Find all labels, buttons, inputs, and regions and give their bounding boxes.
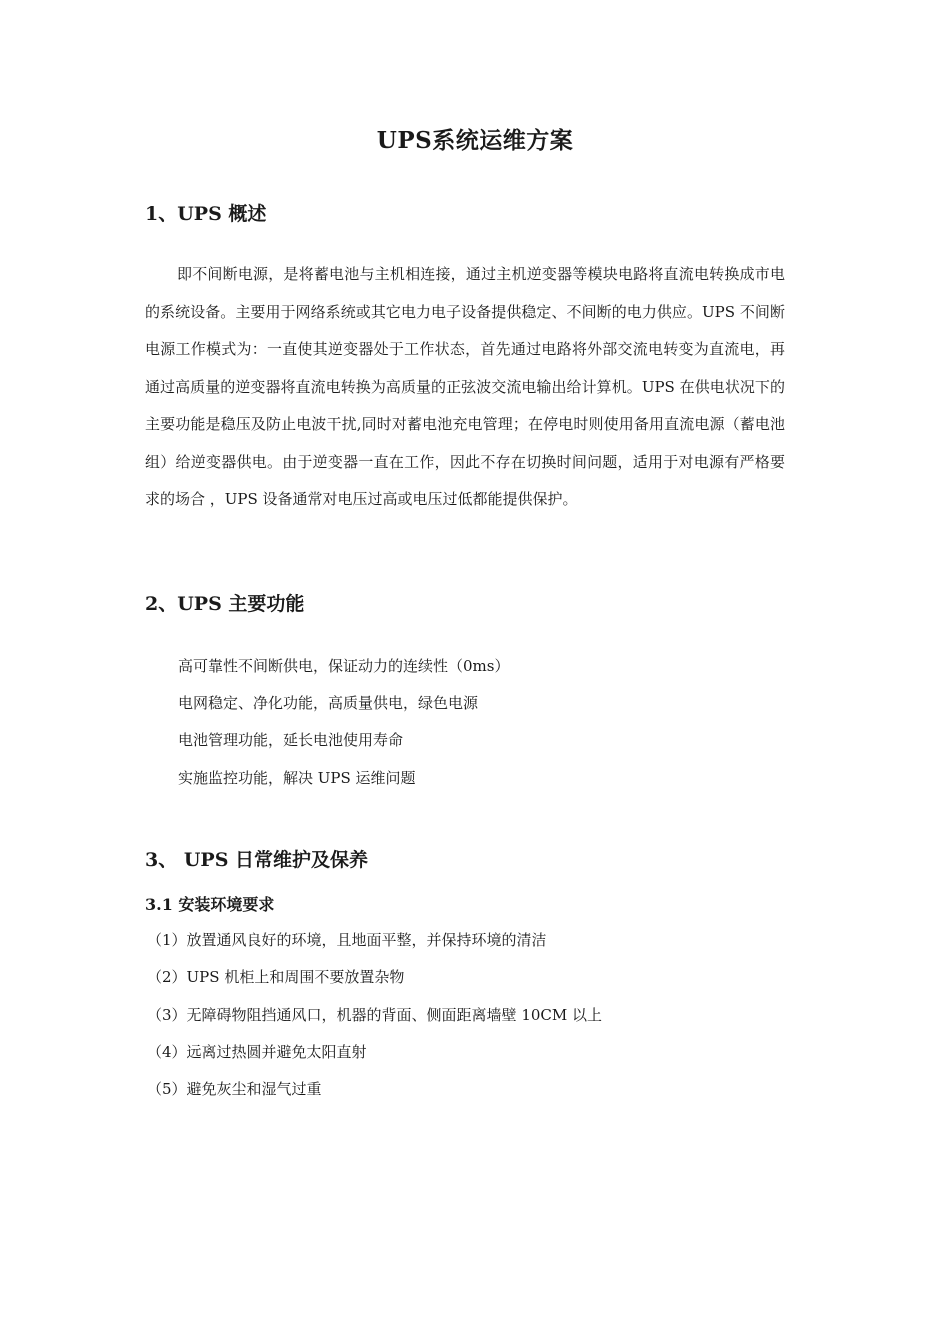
document-title: UPS系统运维方案: [376, 127, 574, 154]
function-item: 实施监控功能，解决 UPS 运维问题: [178, 769, 416, 787]
requirement-item: （4）远离过热圆并避免太阳直射: [147, 1043, 367, 1061]
section-3-heading: 3、 UPS 日常维护及保养: [145, 849, 369, 871]
section-1-paragraph: 即不间断电源，是将蓄电池与主机相连接，通过主机逆变器等模块电路将直流电转换成市电的系统设备。主要用于网络系统或其它电力电子设备提供稳定、不间断的电力供应。UPS 不间断电源工作模式为：一直使其逆变器处于工作状态，首先通过电路将外部交流电转变为直流电，再通过高质量的逆变器将直流电转换为高质量的正弦波交流电输出给计算机。UPS 在供电状况下的主要功能是稳压及防止电波干扰,同时对蓄电池充电管理；在停电时则使用备用直流电源（蓄电池组）给逆变器供电。由于逆变器一直在工作，因此不存在切换时间问题，适用于对电源有严格要求的场合 ，UPS 设备通常对电压过高或电压过低都能提供保护。: [145, 265, 785, 508]
subsection-3-1-heading: 3.1 安装环境要求: [145, 895, 275, 914]
requirement-item: （2）UPS 机柜上和周围不要放置杂物: [147, 968, 405, 986]
function-item: 高可靠性不间断供电，保证动力的连续性（0ms）: [178, 657, 510, 675]
function-item: 电池管理功能，延长电池使用寿命: [178, 731, 404, 749]
requirement-item: （5）避免灰尘和湿气过重: [147, 1080, 322, 1098]
requirement-item: （3）无障碍物阻挡通风口，机器的背面、侧面距离墙壁 10CM 以上: [147, 1006, 603, 1024]
requirement-item: （1）放置通风良好的环境，且地面平整，并保持环境的清洁: [147, 931, 547, 949]
function-item: 电网稳定、净化功能，高质量供电，绿色电源: [178, 694, 479, 712]
section-2-heading: 2、UPS 主要功能: [145, 593, 305, 615]
section-1-heading: 1、UPS 概述: [145, 203, 267, 225]
